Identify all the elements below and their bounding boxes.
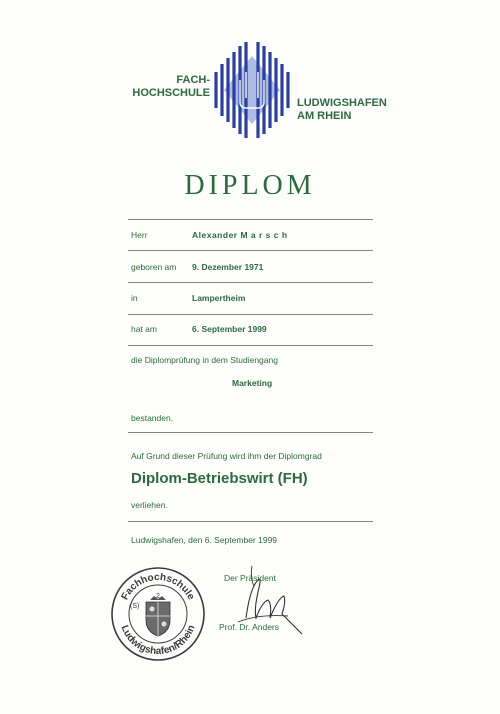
date-value: 6. September 1999 — [192, 324, 267, 334]
passed-text: bestanden. — [131, 413, 174, 423]
divider — [128, 521, 373, 522]
logo-text-right: LUDWIGSHAFEN AM RHEIN — [297, 97, 387, 122]
grant-text: Auf Grund dieser Prüfung wird ihm der Diplomgrad — [131, 451, 322, 461]
birth-value: 9. Dezember 1971 — [192, 262, 264, 272]
exam-text: die Diplomprüfung in dem Studiengang — [131, 355, 278, 365]
birth-label: geboren am — [131, 262, 177, 272]
place-label: in — [131, 293, 138, 303]
program-value: Marketing — [232, 378, 273, 388]
divider — [128, 250, 373, 251]
logo-text-left: FACH- HOCHSCHULE — [132, 74, 210, 99]
signature-role: Der Präsident — [224, 573, 276, 583]
divider — [128, 219, 373, 220]
divider — [128, 282, 373, 283]
university-logo-icon — [212, 42, 292, 142]
signature-name: Prof. Dr. Anders — [219, 622, 279, 632]
conferred-text: verliehen. — [131, 500, 168, 510]
svg-text:Ludwigshafen/Rhein: Ludwigshafen/Rhein — [118, 623, 198, 658]
name-label: Herr — [131, 230, 148, 240]
svg-text:2: 2 — [156, 593, 160, 600]
name-value: Alexander M a r s c h — [192, 230, 288, 240]
degree-title: Diplom-Betriebswirt (FH) — [131, 470, 308, 487]
divider — [128, 432, 373, 433]
official-seal-icon — [110, 566, 206, 662]
document-title: DIPLOM — [184, 170, 316, 201]
divider — [128, 345, 373, 346]
place-value: Lampertheim — [192, 293, 246, 303]
divider — [128, 314, 373, 315]
svg-text:(S): (S) — [130, 603, 140, 610]
svg-text:Fachhochschule: Fachhochschule — [119, 571, 197, 602]
place-date-text: Ludwigshafen, den 6. September 1999 — [131, 535, 278, 545]
date-label: hat am — [131, 324, 157, 334]
